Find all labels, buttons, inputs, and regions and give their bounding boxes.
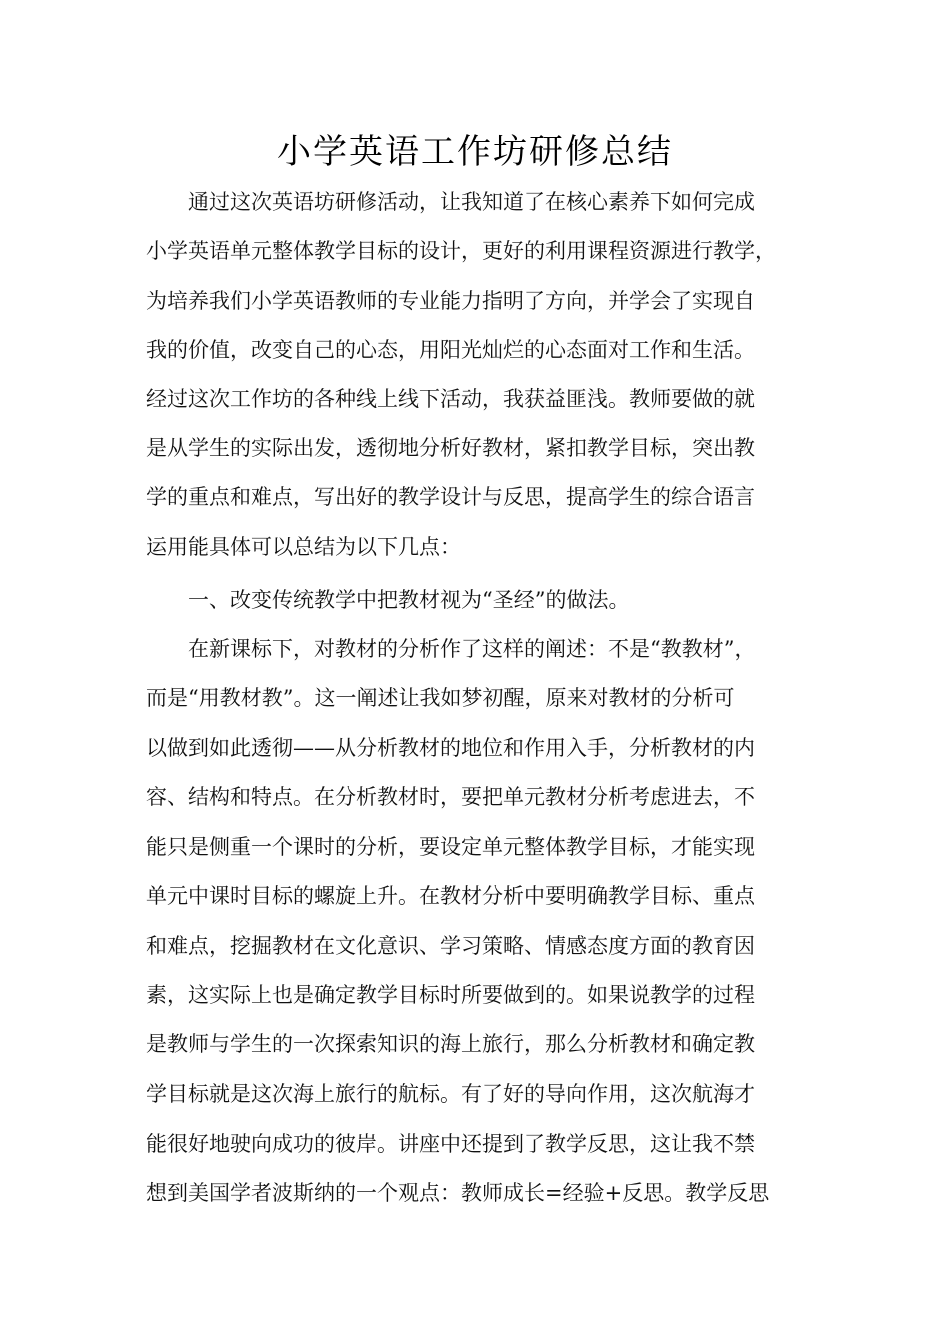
text-line-15: 单元中课时目标的螺旋上升。在教材分析中要明确教学目标、重点: [146, 884, 755, 908]
text-line-6: 是从学生的实际出发，透彻地分析好教材，紧扣教学目标，突出教: [146, 436, 755, 460]
text-line-2: 小学英语单元整体教学目标的设计，更好的利用课程资源进行教学，: [146, 239, 776, 263]
text-line-20: 能很好地驶向成功的彼岸。讲座中还提到了教学反思，这让我不禁: [146, 1132, 755, 1156]
text-line-13: 容、结构和特点。在分析教材时，要把单元教材分析考虑进去，不: [146, 785, 755, 809]
text-line-4: 我的价值，改变自己的心态，用阳光灿烂的心态面对工作和生活。: [146, 338, 755, 362]
text-line-5: 经过这次工作坊的各种线上线下活动，我获益匪浅。教师要做的就: [146, 387, 755, 411]
text-line-14: 能只是侧重一个课时的分析，要设定单元整体教学目标，才能实现: [146, 835, 755, 859]
section-heading-1: 一、改变传统教学中把教材视为“圣经”的做法。: [188, 588, 630, 612]
text-line-8: 运用能具体可以总结为以下几点：: [146, 535, 461, 559]
text-line-7: 学的重点和难点，写出好的教学设计与反思，提高学生的综合语言: [146, 485, 755, 509]
text-line-21: 想到美国学者波斯纳的一个观点：教师成长=经验+反思。教学反思: [146, 1181, 770, 1205]
text-line-3: 为培养我们小学英语教师的专业能力指明了方向，并学会了实现自: [146, 289, 755, 313]
text-line-11: 而是“用教材教”。这一阐述让我如梦初醒，原来对教材的分析可: [146, 686, 735, 710]
text-line-16: 和难点，挖掘教材在文化意识、学习策略、情感态度方面的教育因: [146, 934, 755, 958]
text-line-1: 通过这次英语坊研修活动，让我知道了在核心素养下如何完成: [188, 190, 755, 214]
text-line-10: 在新课标下，对教材的分析作了这样的阐述：不是“教教材”，: [188, 637, 756, 661]
text-line-18: 是教师与学生的一次探索知识的海上旅行，那么分析教材和确定教: [146, 1032, 755, 1056]
document-title: 小学英语工作坊研修总结: [277, 132, 673, 172]
text-line-19: 学目标就是这次海上旅行的航标。有了好的导向作用，这次航海才: [146, 1082, 755, 1106]
text-line-17: 素，这实际上也是确定教学目标时所要做到的。如果说教学的过程: [146, 983, 755, 1007]
text-line-12: 以做到如此透彻——从分析教材的地位和作用入手，分析教材的内: [146, 736, 755, 760]
